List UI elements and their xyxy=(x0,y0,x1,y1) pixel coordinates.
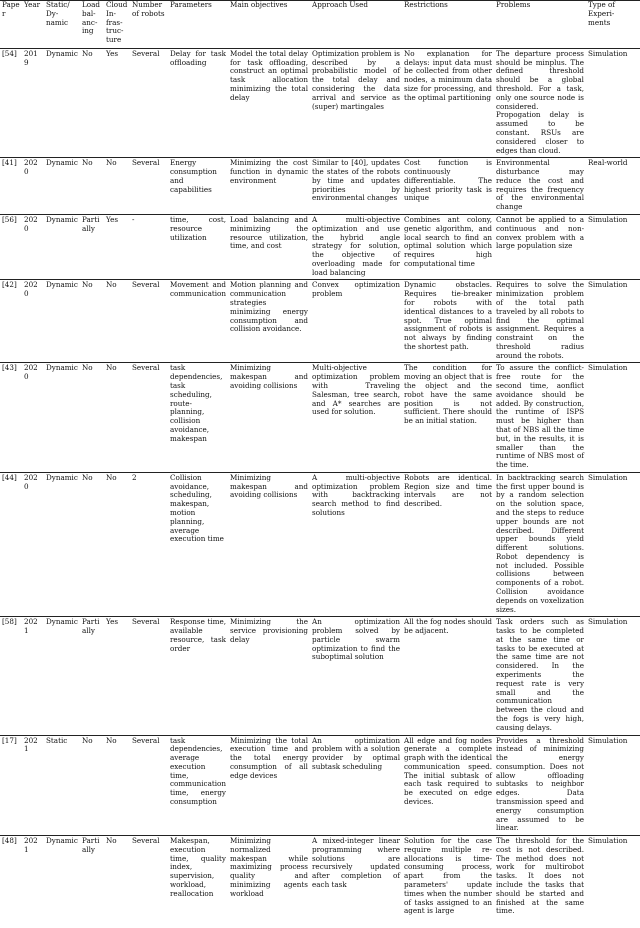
col-header-approach-used: Approach Used xyxy=(310,1,402,49)
cell-load-balancing: Partially xyxy=(80,836,104,919)
col-header-load-balancing: Load bal- anc- ing xyxy=(80,1,104,49)
cell-problems: Cannot be applied to a continuous and non-convex problem with a large population size xyxy=(494,214,586,279)
col-header-main-objectives: Main objectives xyxy=(228,1,310,49)
col-header-number-of-robots: Number of robots xyxy=(130,1,168,49)
cell-year: 2020 xyxy=(22,158,44,215)
cell-cloud: No xyxy=(104,735,130,836)
cell-restrictions: All the fog nodes should be adjacent. xyxy=(402,617,494,735)
cell-objectives: Minimizing makespan and avoiding collisions xyxy=(228,472,310,617)
cell-approach: Convex optimization problem xyxy=(310,280,402,363)
cell-approach: An optimization problem with a solution provider by optimal subtask scheduling xyxy=(310,735,402,836)
col-header-parameters: Parameters xyxy=(168,1,228,49)
cell-cloud: No xyxy=(104,158,130,215)
cell-parameters: Response time, available resource, task order xyxy=(168,617,228,735)
cell-restrictions: Solution for the case require multiple re-allocations is time-consuming process, apart from the parameters' update times when the number of tasks assigned to an agent is large xyxy=(402,836,494,919)
cell-paper: [17] xyxy=(0,735,22,836)
cell-restrictions: Combines ant colony, genetic algorithm, and local search to find an optimal solution which requires high computational time xyxy=(402,214,494,279)
table-row xyxy=(0,472,640,617)
cell-approach: An optimization problem solved by particle swarm optimization to find the suboptimal solution xyxy=(310,617,402,735)
cell-cloud: Yes xyxy=(104,48,130,157)
cell-static-dynamic: Dynamic xyxy=(44,214,80,279)
cell-experiments: Simulation xyxy=(586,280,640,363)
cell-year: 2019 xyxy=(22,48,44,157)
cell-cloud: No xyxy=(104,280,130,363)
cell-approach: A mixed-integer linear programming where solutions are recursively updated after completion of each task xyxy=(310,836,402,919)
cell-load-balancing: No xyxy=(80,280,104,363)
cell-robots: - xyxy=(130,214,168,279)
cell-static-dynamic: Dynamic xyxy=(44,363,80,472)
cell-parameters: Energy consumption and capabilities xyxy=(168,158,228,215)
cell-robots: Several xyxy=(130,48,168,157)
col-header-paper: Paper xyxy=(0,1,22,49)
table-row xyxy=(0,617,640,735)
cell-paper: [43] xyxy=(0,363,22,472)
cell-experiments: Simulation xyxy=(586,214,640,279)
cell-approach: Optimization problem is described by a probabilistic model of the total delay and considering the data arrival and service as (super) martingales xyxy=(310,48,402,157)
table-row xyxy=(0,836,640,919)
cell-parameters: Movement and communication xyxy=(168,280,228,363)
cell-problems: Task orders such as tasks to be completed at the same time or tasks to be executed at the same time are not considered. In the experiments the request rate is very small and the communication between the cloud and the fogs is very high, causing delays. xyxy=(494,617,586,735)
cell-year: 2021 xyxy=(22,836,44,919)
cell-approach: Multi-objective optimization problem with Traveling Salesman, tree search, and A* searches are used for solution. xyxy=(310,363,402,472)
cell-static-dynamic: Dynamic xyxy=(44,158,80,215)
col-header-problems: Problems xyxy=(494,1,586,49)
cell-approach: Similar to [40], updates the states of the robots by time and updates priorities by environmental changes xyxy=(310,158,402,215)
cell-paper: [41] xyxy=(0,158,22,215)
cell-robots: 2 xyxy=(130,472,168,617)
cell-restrictions: The condition for moving an object that is the object and the robot have the same position is not sufficient. There should be an initial station. xyxy=(402,363,494,472)
cell-year: 2021 xyxy=(22,735,44,836)
cell-cloud: Yes xyxy=(104,214,130,279)
cell-static-dynamic: Dynamic xyxy=(44,472,80,617)
cell-load-balancing: No xyxy=(80,472,104,617)
cell-paper: [54] xyxy=(0,48,22,157)
table-row xyxy=(0,735,640,836)
cell-static-dynamic: Dynamic xyxy=(44,48,80,157)
cell-robots: Several xyxy=(130,280,168,363)
cell-paper: [44] xyxy=(0,472,22,617)
cell-cloud: No xyxy=(104,472,130,617)
col-header-type-of-experiments: Type of Experi- ments xyxy=(586,1,640,49)
cell-static-dynamic: Dynamic xyxy=(44,617,80,735)
cell-cloud: No xyxy=(104,363,130,472)
table-row xyxy=(0,363,640,472)
cell-year: 2021 xyxy=(22,617,44,735)
cell-parameters: task dependencies, task scheduling, route-planning, collision avoidance, makespan xyxy=(168,363,228,472)
cell-problems: Environmental disturbance may reduce the cost and requires the frequency of the environmental change xyxy=(494,158,586,215)
col-header-year: Year xyxy=(22,1,44,49)
cell-load-balancing: Partially xyxy=(80,214,104,279)
cell-paper: [48] xyxy=(0,836,22,919)
cell-robots: Several xyxy=(130,158,168,215)
cell-paper: [42] xyxy=(0,280,22,363)
cell-static-dynamic: Dynamic xyxy=(44,280,80,363)
cell-parameters: Collision avoidance, scheduling, makespan, motion planning, average execution time xyxy=(168,472,228,617)
table-row xyxy=(0,280,640,363)
cell-cloud: No xyxy=(104,836,130,919)
cell-paper: [56] xyxy=(0,214,22,279)
cell-static-dynamic: Static xyxy=(44,735,80,836)
cell-experiments: Simulation xyxy=(586,617,640,735)
cell-year: 2020 xyxy=(22,214,44,279)
cell-parameters: Delay for task offloading xyxy=(168,48,228,157)
table-row xyxy=(0,158,640,215)
cell-load-balancing: No xyxy=(80,363,104,472)
col-header-cloud-infrastructure: Cloud In- fras- truc- ture xyxy=(104,1,130,49)
cell-cloud: Yes xyxy=(104,617,130,735)
cell-problems: Requires to solve the minimization problem of the total path traveled by all robots to find the optimal assignment. Requires a constraint on the threshold radius around the robots. xyxy=(494,280,586,363)
cell-robots: Several xyxy=(130,836,168,919)
cell-approach: A multi-objective optimization and use the hybrid angle strategy for solution, the objective of overloading made for load balancing xyxy=(310,214,402,279)
table-row xyxy=(0,214,640,279)
cell-static-dynamic: Dynamic xyxy=(44,836,80,919)
cell-problems: The threshold for the cost is not described. The method does not work for multirobot tasks. It does not include the tasks that should be started and finished at the same time. xyxy=(494,836,586,919)
cell-problems: Provides a threshold instead of minimizing the energy consumption. Does not allow offloading subtasks to neighbor edges. Data transmission speed and energy consumption are assumed to be linear. xyxy=(494,735,586,836)
cell-experiments: Simulation xyxy=(586,836,640,919)
col-header-static-dynamic: Static/ Dy- namic xyxy=(44,1,80,49)
cell-robots: Several xyxy=(130,617,168,735)
cell-problems: To assure the conflict-free route for the second time, aonflict avoidance should be added. By construction, the runtime of ISPS must be higher than that of NBS all the time but, in the results, it is smaller than the runtime of NBS most of the time. xyxy=(494,363,586,472)
cell-load-balancing: No xyxy=(80,48,104,157)
cell-experiments: Simulation xyxy=(586,735,640,836)
cell-restrictions: All edge and fog nodes generate a complete graph with the identical communication speed. The initial subtask of each task required to be executed on edge devices. xyxy=(402,735,494,836)
cell-objectives: Load balancing and minimizing the resource utilization, time, and cost xyxy=(228,214,310,279)
cell-restrictions: Cost function is continuously differentiable. The highest priority task is unique xyxy=(402,158,494,215)
cell-objectives: Model the total delay for task offloading, construct an optimal task allocation minimizing the total delay xyxy=(228,48,310,157)
cell-objectives: Minimizing the service provisioning delay xyxy=(228,617,310,735)
cell-parameters: task dependencies, average execution time, communication time, energy consumption xyxy=(168,735,228,836)
cell-year: 2020 xyxy=(22,363,44,472)
cell-problems: The departure process should be minplus. The defined threshold should be a global threshold. For a task, only one source node is considered. Propogation delay is assumed to be constant. RSUs are considered closer to edges than cloud. xyxy=(494,48,586,157)
cell-year: 2020 xyxy=(22,472,44,617)
table-row xyxy=(0,48,640,157)
cell-objectives: Minimizing the cost function in dynamic environment xyxy=(228,158,310,215)
cell-experiments: Simulation xyxy=(586,472,640,617)
cell-parameters: time, cost, resource utilization xyxy=(168,214,228,279)
cell-objectives: Motion planning and communication strategies minimizing energy consumption and collision avoidance. xyxy=(228,280,310,363)
cell-restrictions: Dynamic obstacles. Requires tie-breaker for robots with identical distances to a spot. True optimal assignment of robots is not always by finding the shortest path. xyxy=(402,280,494,363)
cell-load-balancing: Partially xyxy=(80,617,104,735)
cell-experiments: Real-world xyxy=(586,158,640,215)
cell-objectives: Minimizing makespan and avoiding collisions xyxy=(228,363,310,472)
cell-year: 2020 xyxy=(22,280,44,363)
cell-robots: Several xyxy=(130,363,168,472)
cell-parameters: Makespan, execution time, quality index, supervision, workload, reallocation xyxy=(168,836,228,919)
cell-restrictions: No explanation for delays: input data must be collected from other nodes, a minimum data size for processing, and the optimal partitioning xyxy=(402,48,494,157)
cell-paper: [58] xyxy=(0,617,22,735)
cell-problems: In backtracking search the first upper bound is by a random selection on the solution space, and the steps to reduce upper bounds are not described. Different upper bounds yield different solutions. Robot dependency is not included. Possible collisions between components of a robot. Collision avoidance depends on voxelization sizes. xyxy=(494,472,586,617)
cell-experiments: Simulation xyxy=(586,363,640,472)
header-row xyxy=(0,1,640,49)
cell-robots: Several xyxy=(130,735,168,836)
cell-load-balancing: No xyxy=(80,735,104,836)
cell-load-balancing: No xyxy=(80,158,104,215)
cell-restrictions: Robots are identical. Region size and time intervals are not described. xyxy=(402,472,494,617)
cell-experiments: Simulation xyxy=(586,48,640,157)
cell-approach: A multi-objective optimization problem with backtracking search method to find solutions xyxy=(310,472,402,617)
col-header-restrictions: Restrictions xyxy=(402,1,494,49)
cell-objectives: Minimizing normalized makespan while maximizing process quality and minimizing agents workload xyxy=(228,836,310,919)
cell-objectives: Minimizing the total execution time and the total energy consumption of all edge devices xyxy=(228,735,310,836)
